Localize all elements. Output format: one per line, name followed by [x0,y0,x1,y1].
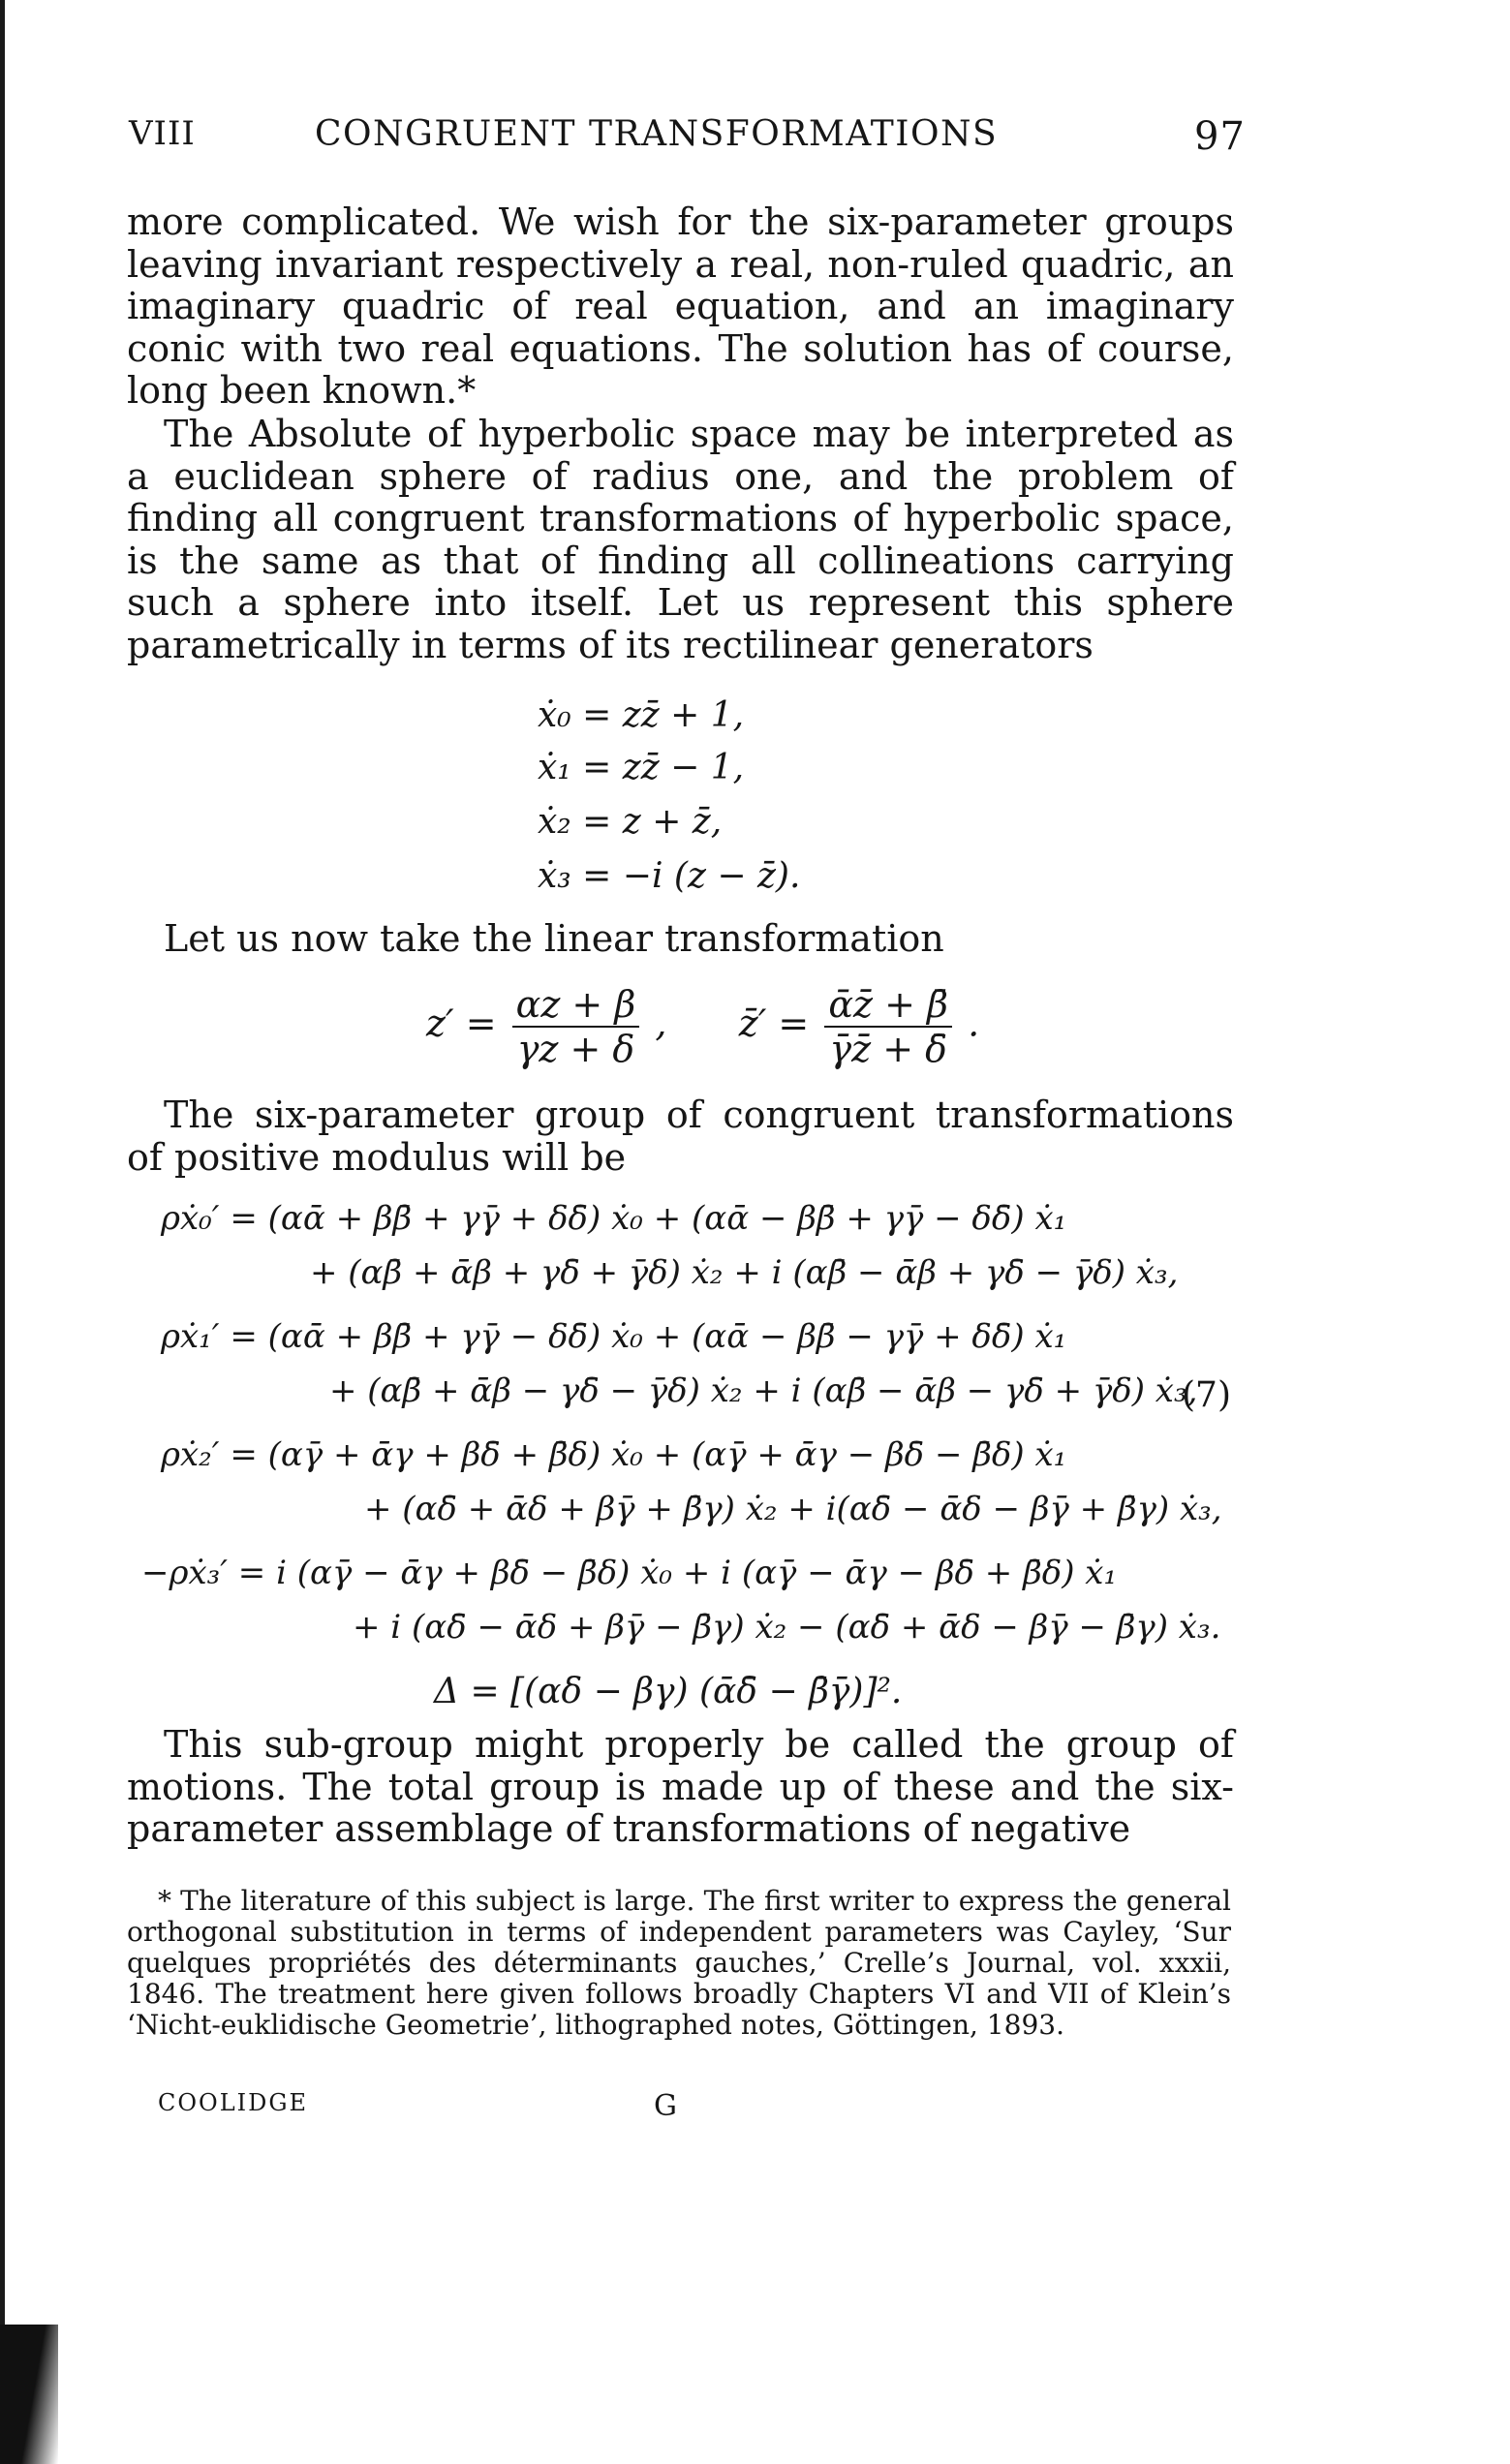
separator-comma: , [655,1001,667,1045]
system-line-3: ρẋ₁′ = (αᾱ + ββ̄ + γγ̄ − δδ̄) ẋ₀ + (αᾱ − ββ̄ − γγ̄ + δδ̄) ẋ₁ [161,1317,1067,1356]
generator-eq-3: ẋ₃ = −i (z − z̄). [538,856,801,896]
signature-mark: G [654,2089,679,2123]
generator-eq-0: ẋ₀ = zz̄ + 1, [538,695,745,735]
equation-number: (7) [1182,1375,1231,1415]
page-number: 97 [1194,114,1246,159]
system-line-1: ρẋ₀′ = (αᾱ + ββ̄ + γγ̄ + δδ̄) ẋ₀ + (αᾱ − ββ̄ + γγ̄ − δδ̄) ẋ₁ [161,1199,1067,1238]
paragraph-2 [127,414,1234,666]
numerator-z: αz + β [512,986,640,1028]
transformation-system [141,1199,1240,1722]
lhs-zbar-prime: z̄′ = [738,1001,810,1045]
system-line-7: −ρẋ₃′ = i (αγ̄ − ᾱγ + βδ̄ − β̄δ) ẋ₀ + i (αγ̄ − ᾱγ − βδ̄ + β̄δ) ẋ₁ [141,1554,1118,1592]
paragraph-3 [127,918,1234,961]
generator-equations [538,695,828,899]
paragraph-3-text: Let us now take the linear transformation [164,917,944,960]
paragraph-1 [127,201,1234,413]
footnote [127,1886,1231,2041]
page-corner-shadow [0,2325,58,2464]
numerator-zbar: ᾱz̄ + β̄ [824,986,952,1028]
signature-author: COOLIDGE [158,2089,309,2116]
lhs-z-prime: z′ = [426,1001,497,1045]
chapter-number: VIII [129,114,196,153]
paragraph-4 [127,1094,1234,1179]
system-line-8: + i (αδ̄ − ᾱδ + βγ̄ − β̄γ) ẋ₂ − (αδ̄ + ᾱδ − βγ̄ − β̄γ) ẋ₃. [353,1608,1221,1647]
system-line-6: + (αδ̄ + ᾱδ + βγ̄ + β̄γ) ẋ₂ + i(αδ̄ − ᾱδ − βγ̄ + β̄γ) ẋ₃, [364,1490,1222,1528]
paragraph-2-text: The Absolute of hyperbolic space may be interpreted as a euclidean sphere of radius one, and the problem of finding all congruent transformations of hyperbolic space, is the same as that of finding all collineations carrying such a sphere into itself. Let us represent this sphere parametrically in terms of its rectilinear generators [127,413,1234,666]
paragraph-5-text: This sub-group might properly be called the group of motions. The total group is made up of these and the six-parameter assemblage of transformations of negative [127,1723,1234,1850]
denominator-z: γz + δ [516,1028,635,1070]
paragraph-5 [127,1724,1234,1851]
linear-transformation [426,983,980,1070]
running-title: CONGRUENT TRANSFORMATIONS [315,114,999,154]
denominator-zbar: γ̄z̄ + δ̄ [829,1028,947,1070]
paragraph-1-text: more complicated. We wish for the six-parameter groups leaving invariant respectively a real, non-ruled quadric, an imaginary quadric of real equation, and an imaginary conic with two real equations. The solution has of course, long been known.* [127,200,1234,412]
paragraph-4-text: The six-parameter group of congruent transformations of positive modulus will be [127,1093,1234,1179]
fraction-zbar [824,983,952,1070]
system-line-4: + (αβ̄ + ᾱβ − γδ̄ − γ̄δ) ẋ₂ + i (αβ̄ − ᾱβ − γδ̄ + γ̄δ) ẋ₃, [329,1371,1198,1410]
generator-eq-1: ẋ₁ = zz̄ − 1, [538,748,745,787]
page-binding-edge [0,0,5,2464]
footnote-text: * The literature of this subject is large. The first writer to express the general orthogonal substitution in terms of independent parameters was Cayley, ‘Sur quelques propriétés des déterminants gauches,’ Crelle’s Journal, vol. xxxii, 1846. The treatment here given follows broadly Chapters VI and VII of Klein’s ‘Nicht-euklidische Geometrie’, lithographed notes, Göttingen, 1893. [127,1885,1231,2041]
system-line-5: ρẋ₂′ = (αγ̄ + ᾱγ + βδ̄ + β̄δ) ẋ₀ + (αγ̄ + ᾱγ − βδ̄ − β̄δ) ẋ₁ [161,1435,1067,1474]
system-line-2: + (αβ̄ + ᾱβ + γδ̄ + γ̄δ) ẋ₂ + i (αβ̄ − ᾱβ + γδ̄ − γ̄δ) ẋ₃, [310,1253,1179,1292]
generator-eq-2: ẋ₂ = z + z̄, [538,802,723,842]
delta-equation: Δ = [(αδ − βγ) (ᾱδ̄ − β̄γ̄)]². [434,1672,903,1711]
end-period: . [968,1001,980,1045]
fraction-z [512,983,640,1070]
